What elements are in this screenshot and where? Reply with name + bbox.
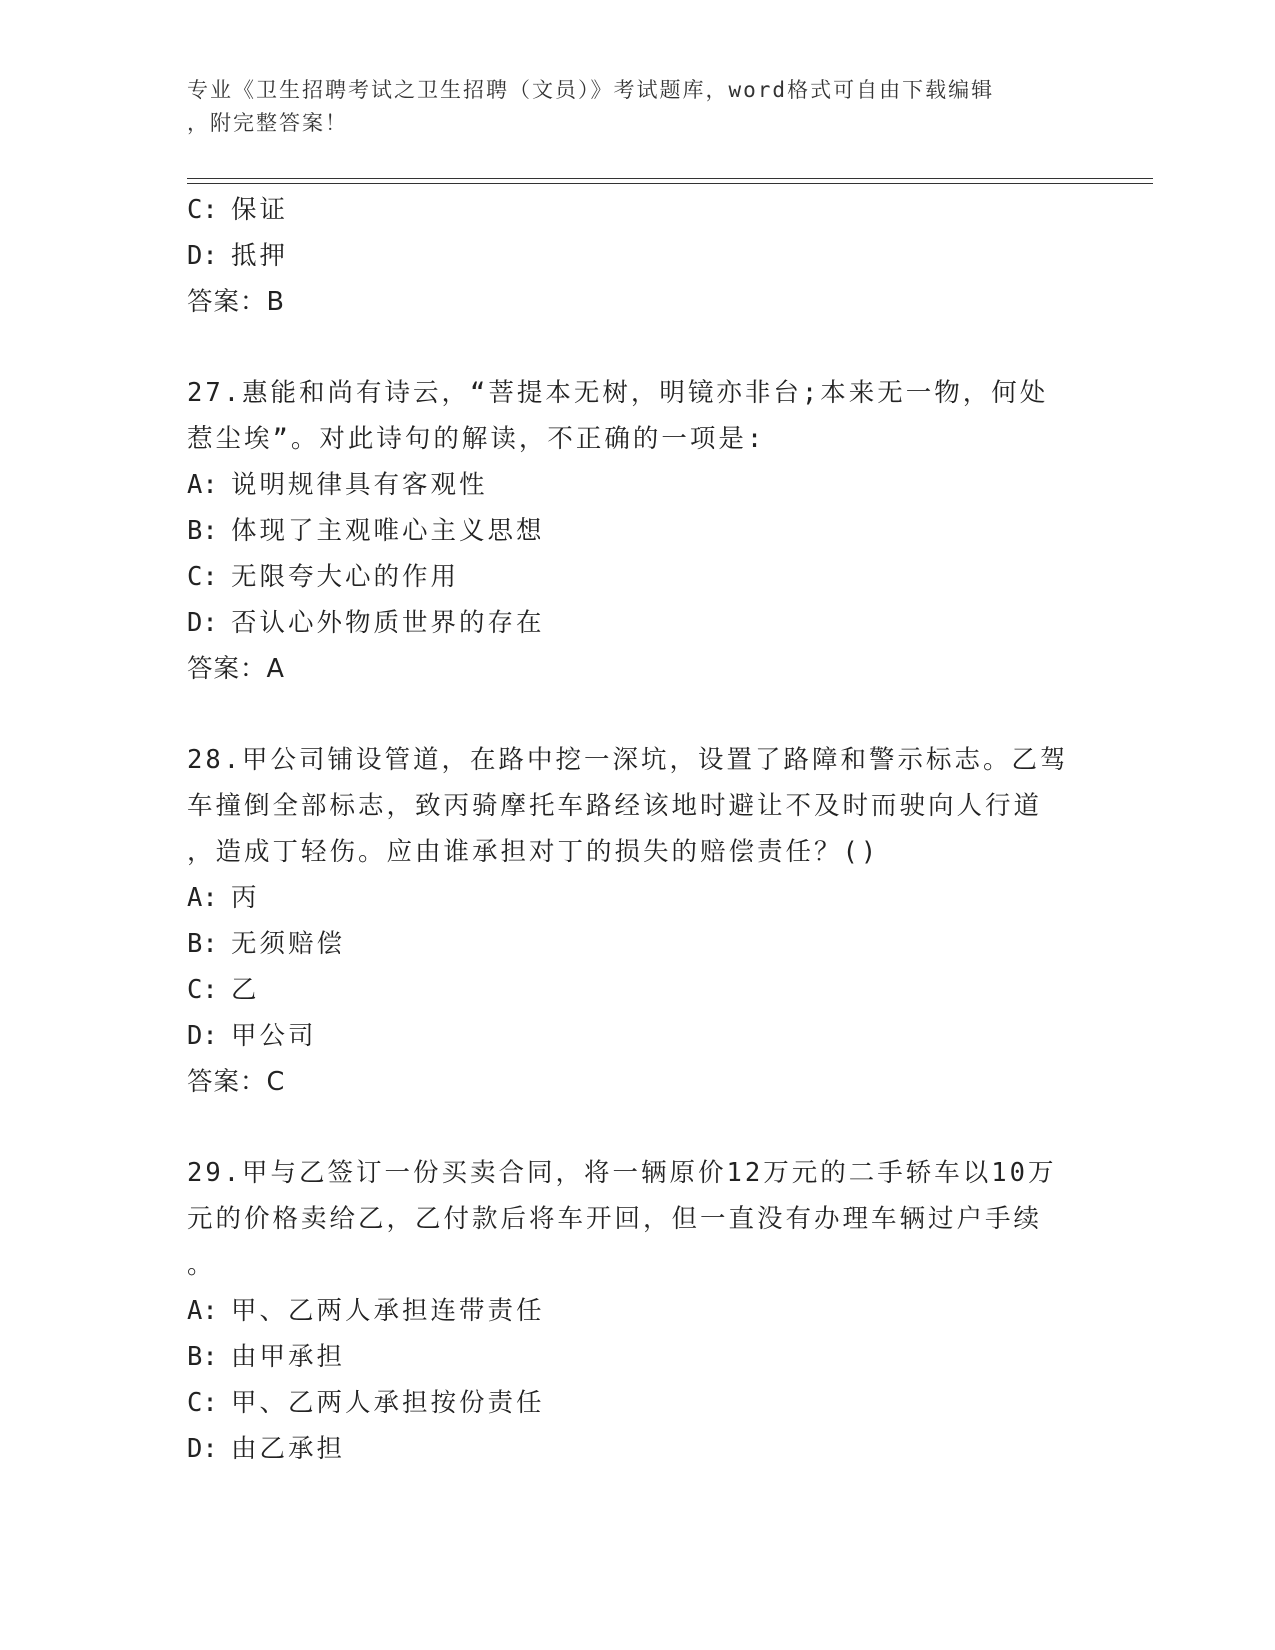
option-a xyxy=(187,462,1087,508)
question-26-tail xyxy=(187,187,1087,325)
option-letter: A: xyxy=(187,883,218,913)
spacer xyxy=(187,692,1087,737)
header-rule-bottom xyxy=(187,183,1153,184)
option-text: 甲、乙两人承担按份责任 xyxy=(231,1388,545,1418)
document-header xyxy=(187,74,1087,140)
question-text-line: 。 xyxy=(187,1250,216,1280)
option-a xyxy=(187,875,1087,921)
option-text: 丙 xyxy=(231,883,260,913)
option-letter: C: xyxy=(187,562,218,592)
option-text: 无限夸大心的作用 xyxy=(231,562,460,592)
option-text: 否认心外物质世界的存在 xyxy=(231,608,545,638)
document-body xyxy=(187,187,1087,1472)
question-text-line: ，造成丁轻伤。应由谁承担对丁的损失的赔偿责任？() xyxy=(187,837,880,867)
option-b xyxy=(187,921,1087,967)
option-letter: D: xyxy=(187,1021,218,1051)
option-text: 体现了主观唯心主义思想 xyxy=(231,516,545,546)
question-28 xyxy=(187,737,1087,1105)
question-text-line: 车撞倒全部标志，致丙骑摩托车路经该地时避让不及时而驶向人行道 xyxy=(187,791,1043,821)
option-text: 无须赔偿 xyxy=(231,929,346,959)
option-text: 甲公司 xyxy=(231,1021,317,1051)
answer-line: 答案：C xyxy=(187,1067,286,1097)
question-text-line: 惹尘埃”。对此诗句的解读，不正确的一项是: xyxy=(187,424,766,454)
header-line-2: ，附完整答案！ xyxy=(187,111,348,135)
option-c xyxy=(187,554,1087,600)
question-text-line: 28.甲公司铺设管道，在路中挖一深坑，设置了路障和警示标志。乙驾 xyxy=(187,745,1069,775)
option-letter: D: xyxy=(187,608,218,638)
option-d xyxy=(187,1013,1087,1059)
option-letter: D: xyxy=(187,241,218,271)
option-letter: B: xyxy=(187,929,218,959)
option-text: 甲、乙两人承担连带责任 xyxy=(231,1296,545,1326)
option-letter: A: xyxy=(187,470,218,500)
option-b xyxy=(187,508,1087,554)
header-line-1: 专业《卫生招聘考试之卫生招聘（文员）》考试题库，word格式可自由下载编辑 xyxy=(187,78,995,102)
question-text-line: 29.甲与乙签订一份买卖合同，将一辆原价12万元的二手轿车以10万 xyxy=(187,1158,1057,1188)
question-text-line: 元的价格卖给乙，乙付款后将车开回，但一直没有办理车辆过户手续 xyxy=(187,1204,1043,1234)
option-text: 乙 xyxy=(231,975,260,1005)
option-c xyxy=(187,967,1087,1013)
option-letter: B: xyxy=(187,1342,218,1372)
option-text: 抵押 xyxy=(231,241,289,271)
option-text: 由乙承担 xyxy=(231,1434,346,1464)
option-text: 说明规律具有客观性 xyxy=(231,470,488,500)
option-letter: C: xyxy=(187,1388,218,1418)
question-29 xyxy=(187,1150,1087,1472)
answer-line: 答案：B xyxy=(187,287,285,317)
option-c xyxy=(187,187,1087,233)
option-text: 由甲承担 xyxy=(231,1342,346,1372)
option-b xyxy=(187,1334,1087,1380)
option-d xyxy=(187,600,1087,646)
option-d xyxy=(187,233,1087,279)
spacer xyxy=(187,325,1087,370)
option-letter: A: xyxy=(187,1296,218,1326)
option-letter: B: xyxy=(187,516,218,546)
option-c xyxy=(187,1380,1087,1426)
option-d xyxy=(187,1426,1087,1472)
option-letter: C: xyxy=(187,195,218,225)
option-letter: C: xyxy=(187,975,218,1005)
question-27 xyxy=(187,370,1087,692)
question-text-line: 27.惠能和尚有诗云，“菩提本无树，明镜亦非台;本来无一物，何处 xyxy=(187,378,1049,408)
header-rule-top xyxy=(187,178,1153,179)
option-letter: D: xyxy=(187,1434,218,1464)
option-text: 保证 xyxy=(231,195,289,225)
option-a xyxy=(187,1288,1087,1334)
spacer xyxy=(187,1105,1087,1150)
answer-line: 答案：A xyxy=(187,654,285,684)
